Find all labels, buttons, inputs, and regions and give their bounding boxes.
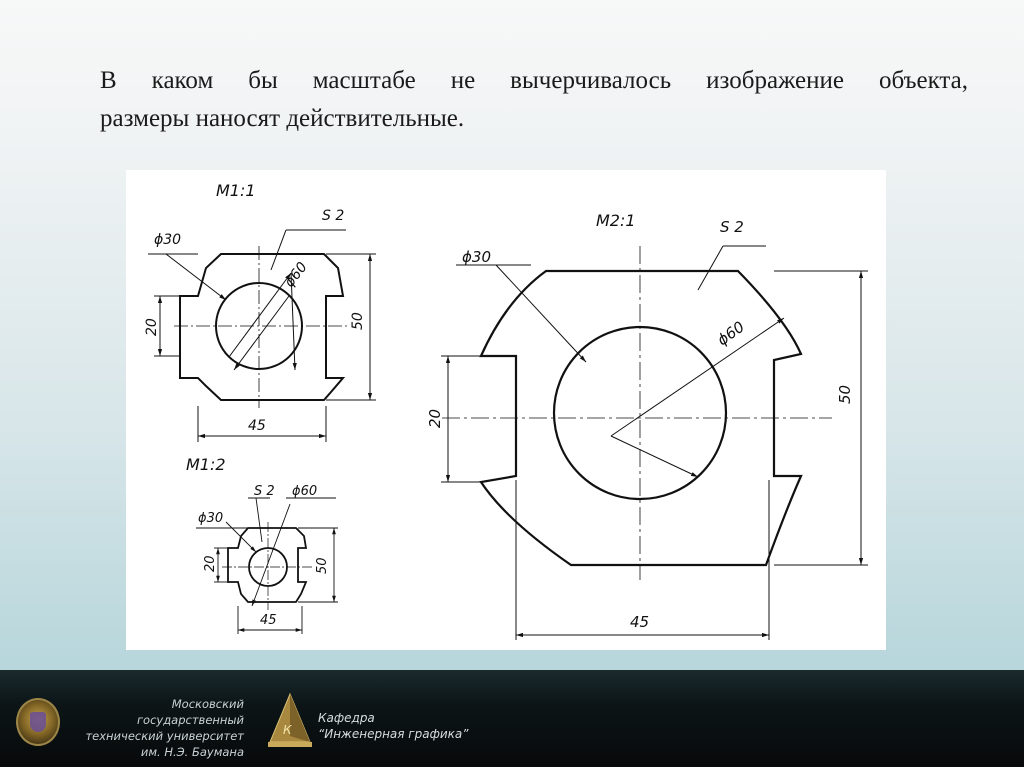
view-1-1-dia-outer-label: ϕ60 bbox=[281, 259, 311, 291]
university-name bbox=[64, 696, 244, 760]
view-1-2-dia-hole-label: ϕ30 bbox=[198, 511, 224, 526]
view-1-1-width-label: 45 bbox=[248, 418, 266, 434]
view-2-1-dia-outer-label: ϕ60 bbox=[713, 317, 748, 350]
university-name-line-2: технический университет bbox=[85, 729, 244, 743]
slide-text-line-2: размеры наносят действительные. bbox=[100, 105, 465, 132]
view-scale-1-1 bbox=[144, 181, 376, 442]
view-1-2-height-label: 50 bbox=[315, 557, 330, 574]
view-2-1-height-label: 50 bbox=[836, 384, 854, 404]
view-1-2-slot-label: 20 bbox=[203, 555, 218, 572]
view-2-1-scale-label: М2:1 bbox=[596, 211, 636, 230]
department-name-line-1: Кафедра bbox=[318, 711, 375, 725]
svg-text:К: К bbox=[283, 723, 292, 737]
view-1-1-dia-hole-label: ϕ30 bbox=[154, 232, 182, 248]
view-1-1-slot-label: 20 bbox=[144, 318, 160, 336]
view-1-2-width-label: 45 bbox=[260, 613, 277, 628]
university-name-line-1: Московский государственный bbox=[137, 697, 244, 727]
university-name-line-3: им. Н.Э. Баумана bbox=[140, 745, 244, 759]
department-logo-icon bbox=[266, 692, 314, 750]
university-emblem-icon bbox=[16, 698, 60, 746]
footer-bar bbox=[0, 670, 1024, 767]
view-2-1-width-label: 45 bbox=[630, 613, 650, 631]
view-1-1-scale-label: М1:1 bbox=[216, 181, 256, 200]
view-1-2-thickness-label: S 2 bbox=[254, 484, 275, 499]
view-1-2-scale-label: М1:2 bbox=[186, 455, 226, 474]
view-2-1-dia-hole-label: ϕ30 bbox=[462, 248, 491, 266]
view-1-1-height-label: 50 bbox=[350, 312, 366, 330]
view-2-1-slot-label: 20 bbox=[426, 408, 444, 428]
view-2-1-thickness-label: S 2 bbox=[720, 218, 744, 236]
department-name bbox=[318, 710, 518, 742]
slide-text-line-1: В каком бы масштабе не вычерчивалось изображение объекта, bbox=[100, 67, 968, 94]
slide-text bbox=[100, 62, 968, 138]
view-1-2-dia-outer-label: ϕ60 bbox=[292, 484, 318, 499]
department-name-line-2: “Инженерная графика” bbox=[318, 727, 469, 741]
technical-drawing bbox=[126, 170, 886, 650]
view-1-1-thickness-label: S 2 bbox=[322, 208, 345, 224]
view-scale-2-1 bbox=[426, 211, 868, 640]
drawing-svg bbox=[126, 170, 886, 650]
view-scale-1-2 bbox=[186, 455, 338, 634]
